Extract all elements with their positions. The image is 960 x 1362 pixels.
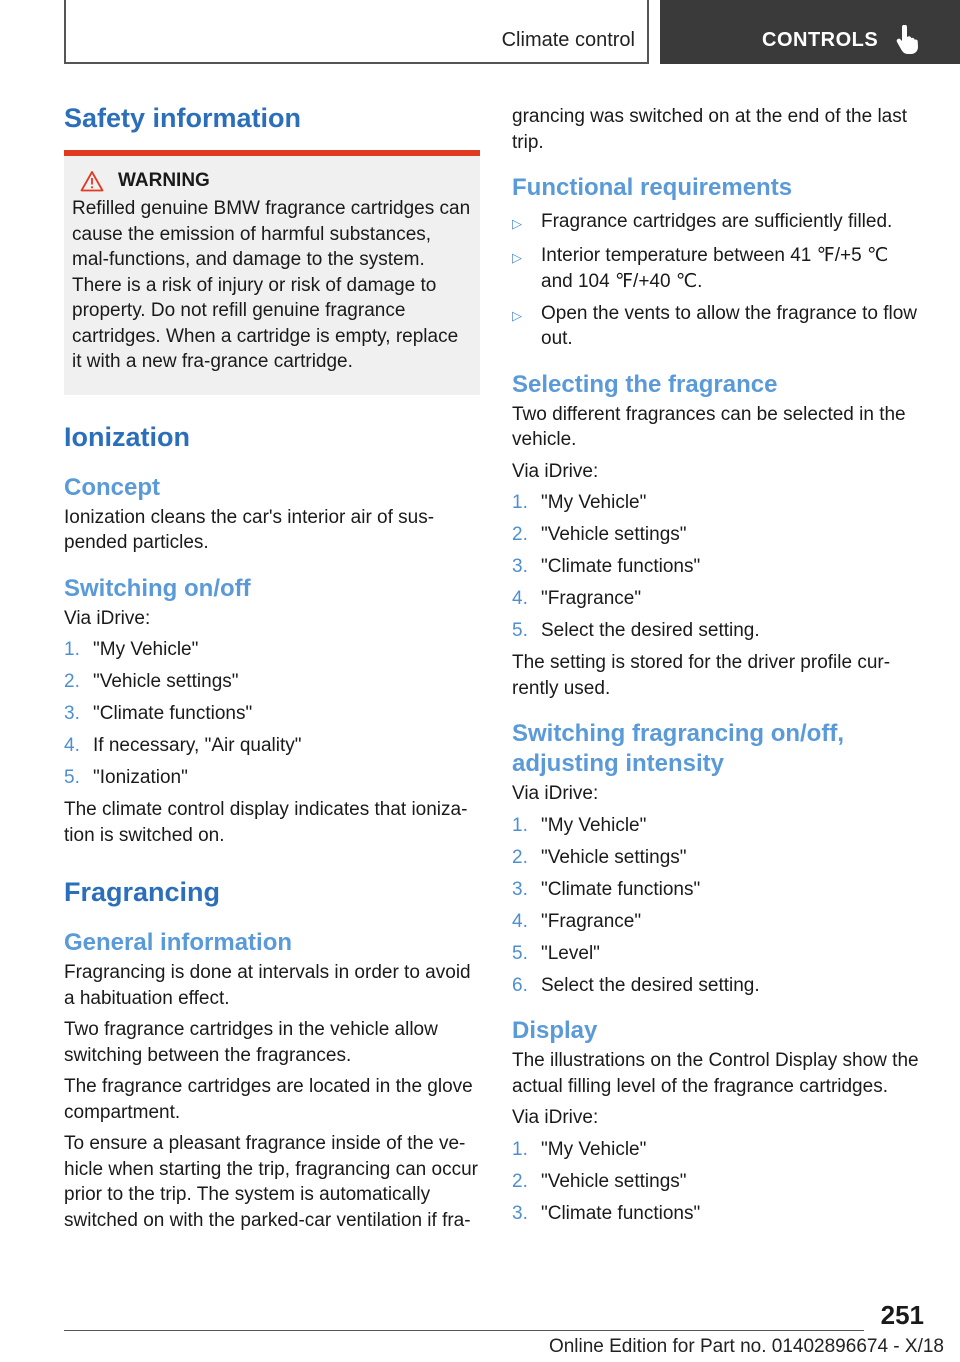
- list-item: 4. "Fragrance": [512, 588, 642, 609]
- warning-triangle-icon: [80, 170, 104, 192]
- list-item: 1. "My Vehicle": [64, 639, 199, 660]
- list-item: 2. "Vehicle settings": [512, 524, 687, 545]
- selecting-heading: Selecting the fragrance: [512, 370, 778, 398]
- ionization-heading: Ionization: [64, 421, 190, 452]
- general-paragraph: Fragrancing is done at intervals in order to avoid a habituation effect.: [64, 962, 471, 1009]
- list-item: 3. "Climate functions": [64, 703, 253, 724]
- concept-heading: Concept: [64, 473, 160, 501]
- list-item: 1. "My Vehicle": [512, 814, 647, 836]
- section-title: Climate control: [501, 29, 635, 51]
- general-paragraph: The fragrance cartridges are located in the glove compartment.: [64, 1076, 473, 1123]
- switching-fragrancing-heading: Switching fragrancing on/off, adjusting intensity: [512, 720, 844, 777]
- list-item: 3. "Climate functions": [512, 1202, 701, 1224]
- continued-text: grancing was switched on at the end of the last trip.: [512, 106, 908, 153]
- general-paragraph: To ensure a pleasant fragrance inside of the ve-hicle when starting the trip, fragrancing can occur prior to the trip. The system is automatically switched on with the parked-car ventilation if fra-: [64, 1133, 478, 1231]
- requirements-list: [512, 209, 924, 352]
- via-idrive-text: Via iDrive:: [64, 607, 151, 629]
- general-paragraph: Two fragrance cartridges in the vehicle allow switching between the fragrances.: [64, 1019, 438, 1066]
- list-item: 2. "Vehicle settings": [512, 846, 687, 868]
- pointing-hand-icon: [894, 25, 920, 55]
- selecting-steps: [512, 490, 924, 644]
- display-heading: Display: [512, 1017, 598, 1044]
- display-steps: [512, 1137, 924, 1227]
- warning-box: [64, 156, 480, 395]
- safety-heading: Safety information: [64, 103, 302, 133]
- via-idrive-text: Via iDrive:: [512, 1107, 599, 1128]
- right-column: [512, 104, 924, 1233]
- warning-label: WARNING: [118, 170, 210, 191]
- list-item: 3. "Climate functions": [512, 556, 701, 577]
- via-idrive-text: Via iDrive:: [512, 783, 599, 804]
- switching-heading: Switching on/off: [64, 574, 251, 602]
- display-text: The illustrations on the Control Display show the actual filling level of the fragrance cartridges.: [512, 1050, 919, 1097]
- list-item: 4. If necessary, "Air quality": [64, 735, 302, 756]
- list-item: 2. "Vehicle settings": [512, 1170, 687, 1192]
- triangle-bullet-icon: ▷: [512, 250, 522, 265]
- list-item: ▷ Interior temperature between 41 ℉/+5 ℃ and 104 ℉/+40 ℃.: [512, 243, 924, 294]
- list-item: ▷ Open the vents to allow the fragrance to flow out.: [512, 301, 924, 352]
- via-idrive-text: Via iDrive:: [512, 460, 599, 482]
- list-item: 5. Select the desired setting.: [512, 620, 760, 641]
- general-info-heading: General information: [64, 929, 293, 956]
- concept-text: Ionization cleans the car's interior air of sus-pended particles.: [64, 506, 435, 553]
- edition-text: Online Edition for Part no. 01402896674 - X/18: [548, 1336, 944, 1357]
- list-item: 5. "Level": [512, 942, 600, 964]
- list-item: 1. "My Vehicle": [512, 1138, 647, 1160]
- list-item: 3. "Climate functions": [512, 878, 701, 900]
- ionization-after-text: The climate control display indicates that ioniza-tion is switched on.: [64, 799, 468, 846]
- page-number: 251: [880, 1300, 924, 1330]
- warning-text: Refilled genuine BMW fragrance cartridges can cause the emission of harmful substances, mal-functions, and damage to the system. There is a risk of injury or risk of damage to property. Do not refill genuine fragrance cartridges. When a cartridge is empty, replace it with a new fra-grance cartridge.: [72, 198, 471, 372]
- selecting-after-text: The setting is stored for the driver profile cur-rently used.: [512, 652, 891, 699]
- selecting-text: Two different fragrances can be selected in the vehicle.: [512, 403, 906, 450]
- requirements-heading: Functional requirements: [512, 174, 793, 201]
- list-item: ▷ Fragrance cartridges are sufficiently filled.: [512, 209, 924, 237]
- warning-title: [72, 170, 472, 192]
- list-item: 6. Select the desired setting.: [512, 974, 760, 996]
- triangle-bullet-icon: ▷: [512, 216, 522, 231]
- chapter-title: CONTROLS: [762, 29, 879, 51]
- switching-steps: [512, 813, 924, 999]
- list-item: 1. "My Vehicle": [512, 492, 647, 513]
- list-item: 2. "Vehicle settings": [64, 671, 239, 692]
- triangle-bullet-icon: ▷: [512, 307, 522, 323]
- list-item: 5. "Ionization": [64, 767, 188, 788]
- header-section-box: [64, 0, 649, 64]
- header-chapter-box: [660, 0, 960, 64]
- ionization-steps: [64, 637, 480, 791]
- footer-divider: [64, 1330, 864, 1331]
- list-item: 4. "Fragrance": [512, 910, 642, 932]
- left-column: [64, 100, 480, 1239]
- fragrancing-heading: Fragrancing: [64, 877, 221, 907]
